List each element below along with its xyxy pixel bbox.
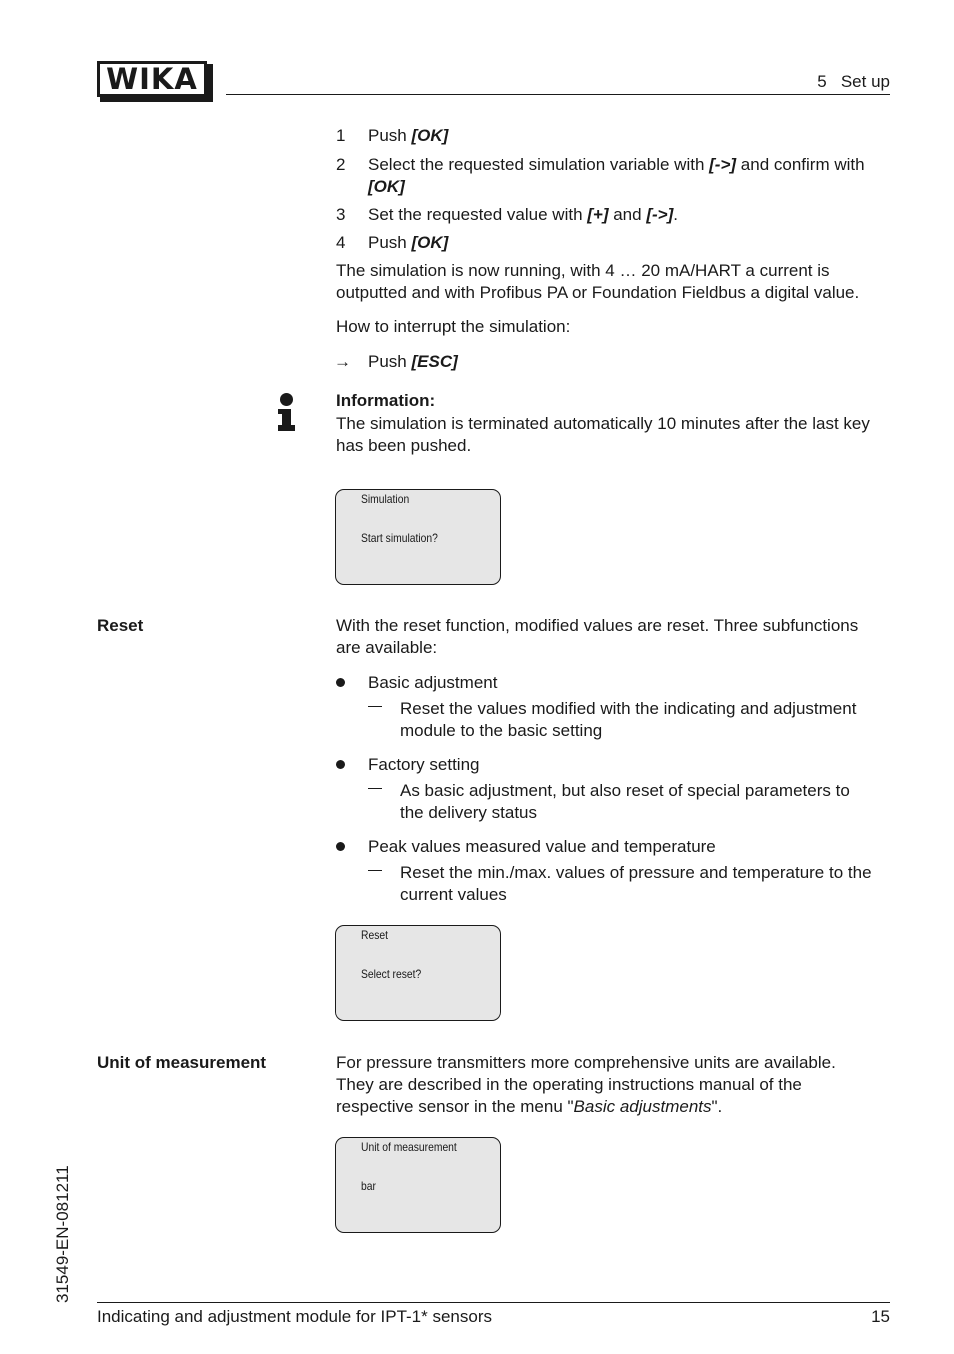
reset-heading: Reset bbox=[97, 616, 144, 635]
logo-shadow bbox=[100, 97, 213, 102]
display-value: bar bbox=[361, 1179, 376, 1193]
step-text: Set the requested value with [+] and [->]. bbox=[368, 205, 678, 224]
step-number: 2 bbox=[336, 155, 346, 174]
reset-item-title: Peak values measured value and temperature bbox=[368, 837, 716, 856]
section-title: 5 Set up bbox=[817, 72, 890, 91]
step-number: 3 bbox=[336, 205, 346, 224]
bullet-icon bbox=[336, 678, 345, 687]
footer-title: Indicating and adjustment module for IPT-1* sensors bbox=[97, 1307, 492, 1326]
arrow-key: [->] bbox=[709, 155, 737, 174]
reset-item-title: Factory setting bbox=[368, 755, 480, 774]
bullet-icon bbox=[336, 760, 345, 769]
dash-icon bbox=[368, 788, 382, 789]
arrow-key: [->] bbox=[646, 205, 674, 224]
step-number: 1 bbox=[336, 126, 346, 145]
reset-item-title: Basic adjustment bbox=[368, 673, 498, 692]
ok-key: [OK] bbox=[411, 126, 449, 145]
reset-intro: With the reset function, modified values are reset. Three subfunctions are available: bbox=[336, 616, 859, 657]
wika-logo: WIKA bbox=[97, 61, 207, 97]
dash-icon bbox=[368, 706, 382, 707]
step-text: Push [OK] bbox=[368, 126, 449, 145]
reset-item-desc: Reset the values modified with the indicating and adjustment module to the basic setting bbox=[400, 699, 857, 740]
display-title: Reset bbox=[361, 928, 388, 942]
info-text: The simulation is terminated automatically 10 minutes after the last key has been pushed. bbox=[336, 414, 870, 455]
document-id: 31549-EN-081211 bbox=[53, 1165, 72, 1303]
interrupt-text: How to interrupt the simulation: bbox=[336, 317, 571, 336]
bullet-icon bbox=[336, 842, 345, 851]
display-value: Select reset? bbox=[361, 967, 422, 981]
footer-rule bbox=[97, 1302, 890, 1303]
display-value: Start simulation? bbox=[361, 531, 438, 545]
ok-key: [OK] bbox=[368, 177, 405, 196]
info-title: Information: bbox=[336, 391, 436, 410]
arrow-right-icon: → bbox=[334, 352, 351, 371]
display-simulation bbox=[335, 489, 501, 585]
step-text: Select the requested simulation variable with [->] and confirm with [OK] bbox=[368, 155, 865, 196]
display-reset bbox=[335, 925, 501, 1021]
reset-item-desc: Reset the min./max. values of pressure and temperature to the current values bbox=[400, 863, 872, 904]
unit-text: For pressure transmitters more comprehensive units are available. They are described in the operating instructions manual of the respective sensor in the menu "Basic adjustments". bbox=[336, 1053, 836, 1116]
esc-instruction: Push [ESC] bbox=[368, 352, 458, 371]
display-unit bbox=[335, 1137, 501, 1233]
ok-key: [OK] bbox=[411, 233, 449, 252]
display-title: Simulation bbox=[361, 492, 410, 506]
page-number: 15 bbox=[871, 1307, 890, 1326]
step-text: Push [OK] bbox=[368, 233, 449, 252]
esc-key: [ESC] bbox=[411, 352, 458, 371]
display-title: Unit of measurement bbox=[361, 1140, 457, 1154]
header-rule bbox=[226, 94, 890, 95]
dash-icon bbox=[368, 870, 382, 871]
simulation-running-text: The simulation is now running, with 4 … 20 mA/HART a current is outputted and with Profibus PA or Foundation Fieldbus a digital value. bbox=[336, 261, 860, 302]
unit-heading: Unit of measurement bbox=[97, 1053, 267, 1072]
reset-item-desc: As basic adjustment, but also reset of special parameters to the delivery status bbox=[400, 781, 850, 822]
step-number: 4 bbox=[336, 233, 346, 252]
plus-key: [+] bbox=[587, 205, 609, 224]
